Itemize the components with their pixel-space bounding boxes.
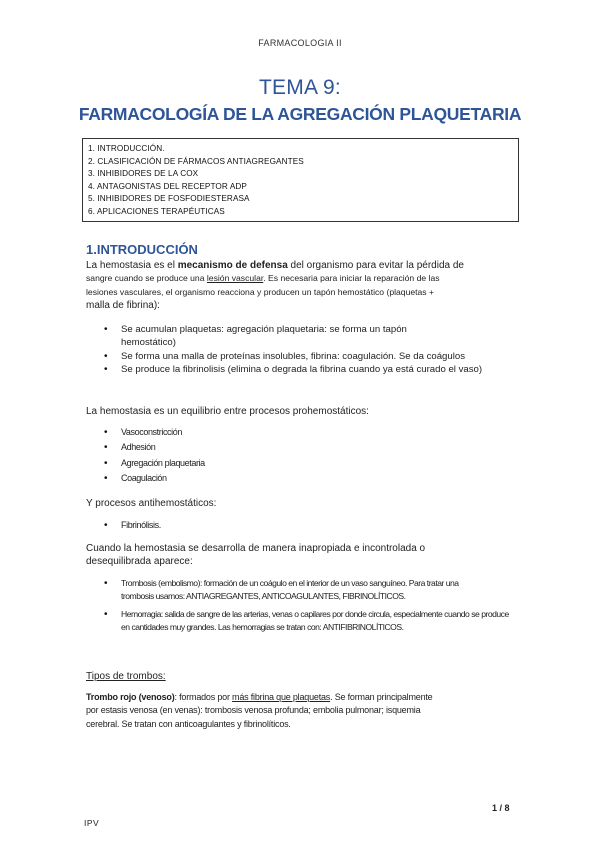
- text: del organismo para evitar la pérdida de: [287, 260, 464, 271]
- list-item: • Se acumulan plaquetas: agregación plaquetaria: se forma un tapón hemostático): [104, 323, 461, 350]
- list-item: • Hemorragia: salida de sangre de las arterias, venas o capilares por donde circula, especialmente cuando se produce en cantidades muy grandes. Las hemorragias se tratan con: ANTIFIBRINOLÍTICOS.: [104, 608, 513, 635]
- list-item: • Se produce la fibrinolisis (elimina o degrada la fibrina cuando ya está curado el vaso): [104, 363, 517, 376]
- text: . Se forman principalmente: [330, 692, 433, 702]
- running-header: FARMACOLOGIA II: [258, 38, 342, 48]
- list-item: • Trombosis (embolismo): formación de un coágulo en el interior de un vaso sanguíneo. Para tratar una trombosis usamos: ANTIAGREGANTES, ANTICOAGULANTES, FIBRINOLÍTICOS.: [104, 577, 471, 604]
- section-heading: 1.INTRODUCCIÓN: [86, 242, 198, 257]
- bullet-list: [104, 577, 520, 634]
- text: . Es necesaria para iniciar la reparación de las: [263, 273, 440, 284]
- list-item: • Adhesión: [104, 441, 520, 454]
- text: : formados por: [174, 692, 233, 702]
- text: lesiones vasculares, el organismo reacciona y producen un tapón hemostático (plaquetas +: [86, 286, 435, 297]
- paragraph: [86, 691, 520, 731]
- toc-item: 2. CLASIFICACIÓN DE FÁRMACOS ANTIAGREGANTES: [88, 156, 304, 166]
- toc-item: 5. INHIBIDORES DE FOSFODIESTERASA: [88, 194, 250, 204]
- text: malla de fibrina):: [86, 299, 160, 311]
- bullet-list: [104, 426, 520, 488]
- list-item: • Agregación plaquetaria: [104, 457, 520, 470]
- bullet-list: [104, 323, 520, 376]
- toc-item: 3. INHIBIDORES DE LA COX: [88, 169, 199, 179]
- list-item: • Fibrinólisis.: [104, 519, 520, 532]
- emphasis: mecanismo de defensa: [177, 260, 288, 271]
- paragraph: [86, 542, 520, 569]
- text: La hemostasia es el: [86, 260, 178, 271]
- bullet-list: [104, 519, 520, 534]
- text: Cuando la hemostasia se desarrolla de manera inapropiada e incontrolada o: [86, 543, 426, 554]
- intro-paragraph: [86, 259, 520, 312]
- text: cerebral. Se tratan con anticoagulantes y fibrinolíticos.: [86, 718, 291, 729]
- chapter-title: FARMACOLOGÍA DE LA AGREGACIÓN PLAQUETARIA: [78, 104, 522, 124]
- footer-org: IPV: [84, 818, 100, 828]
- list-item: • Se forma una malla de proteínas insolubles, fibrina: coagulación. Se da coágulos: [104, 350, 520, 363]
- toc-item: 6. APLICACIONES TERAPÉUTICAS: [88, 206, 225, 216]
- list-item: • Vasoconstricción: [104, 426, 520, 439]
- text: sangre cuando se produce una: [86, 273, 207, 284]
- toc-item: 4. ANTAGONISTAS DEL RECEPTOR ADP: [88, 181, 247, 191]
- underlined-text: lesión vascular: [206, 273, 264, 284]
- chapter-number: TEMA 9:: [259, 76, 341, 99]
- subheading: Tipos de trombos:: [86, 671, 166, 682]
- text: por estasis venosa (en venas): trombosis venosa profunda; embolia pulmonar; isquemia: [86, 705, 421, 716]
- paragraph: La hemostasia es un equilibrio entre procesos prohemostáticos:: [86, 406, 369, 417]
- paragraph: Y procesos antihemostáticos:: [86, 498, 217, 509]
- toc-item: 1. INTRODUCCIÓN.: [88, 144, 165, 153]
- text: desequilibrada aparece:: [86, 556, 193, 568]
- list-item: • Coagulación: [104, 472, 520, 485]
- page-number: 1 / 8: [492, 803, 510, 813]
- emphasis: Trombo rojo (venoso): [86, 692, 175, 702]
- table-of-contents: [82, 138, 519, 222]
- underlined-text: más fibrina que plaquetas: [232, 692, 331, 702]
